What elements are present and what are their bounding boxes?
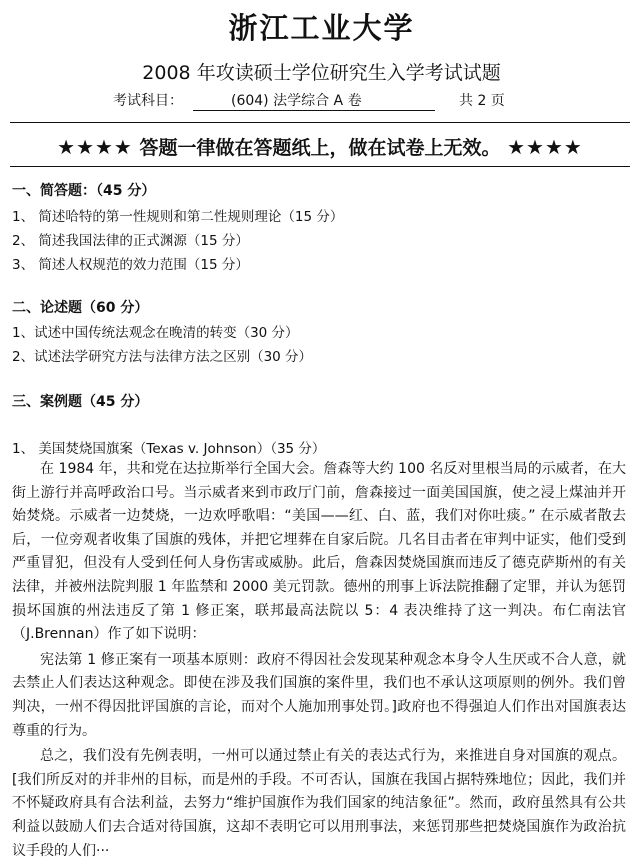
subject-label: 考试科目： [113,93,183,109]
question-item: 3、 简述人权规范的效力范围（15 分） [12,257,249,273]
question-item: 1、 美国焚烧国旗案（Texas v. Johnson）（35 分） [12,441,326,457]
answer-notice [10,133,630,160]
page-count: 共 2 页 [459,93,505,109]
section-heading: 二、论述题（60 分） [12,300,149,316]
case-paragraph: 总之，我们没有先例表明，一州可以通过禁止有关的表达式行为，来推进自身对国旗的观点。[我们所反对的并非州的目标，而是州的手段。不可否认，国旗在我国占据特殊地位；因此，我们并不怀疑政府具有合法利益，去努力“维护国旗作为我们国家的纯洁象征”。然而，政府虽然具有公共利益以鼓励人们去合适对待国旗，这却不表明它可以用刑事法，来惩罚那些把焚烧国旗作为政治抗议手段的人们··· [12,748,626,859]
star-icon-group-left: ★★★★ [57,135,133,159]
subject-value: (604) 法学综合 A 卷 [193,90,435,111]
question-item: 1、 简述哈特的第一性规则和第二性规则理论（15 分） [12,209,344,225]
exam-title: 2008 年攻读硕士学位研究生入学考试试题 [142,62,501,84]
case-text [12,458,626,863]
star-icon-group-right: ★★★★ [507,135,583,159]
question-item: 1、试述中国传统法观念在晚清的转变（30 分） [12,325,299,341]
university-name: 浙江工业大学 [228,11,415,45]
case-paragraph: 在 1984 年，共和党在达拉斯举行全国大会。詹森等大约 100 名反对里根当局的示威者，在大街上游行并高呼政治口号。当示威者来到市政厅门前，詹森接过一面美国国旗，使之浸上煤油并开始焚烧。示威者一边焚烧，一边欢呼歌唱：“美国——红、白、蓝，我们对你吐痰。” 在示威者散去后，一位旁观者收集了国旗的残体，并把它埋葬在自家后院。几名目击者在审判中证实，他们受到严重冒犯，但没有人受到任何人身伤害或威胁。此后，詹森因焚烧国旗而违反了德克萨斯州的有关法律，并被州法院判服 1 年监禁和 2000 美元罚款。德州的刑事上诉法院推翻了定罪，并认为惩罚损坏国旗的州法违反了第 1 修正案，联邦最高法院以 5：4 表决维持了这一判决。布仁南法官（J.Brennan）作了如下说明： [12,461,626,643]
notice-divider [10,166,630,167]
question-item: 2、 简述我国法律的正式渊源（15 分） [12,233,249,249]
section-heading: 三、案例题（45 分） [12,394,149,410]
subject-line [113,90,573,111]
section-heading: 一、简答题：（45 分） [12,183,156,199]
case-paragraph: 宪法第 1 修正案有一项基本原则：政府不得因社会发现某种观念本身令人生厌或不合人意，就去禁止人们表达这种观念。即使在涉及我们国旗的案件里，我们也不承认这项原则的例外。我们曾判决，一州不得因批评国旗的言论，而对个人施加刑事处罚。]政府也不得强迫人们作出对国旗表达尊重的行为。 [12,651,626,739]
notice-text: 答题一律做在答题纸上，做在试卷上无效。 [139,137,501,159]
top-divider [10,122,630,123]
question-item: 2、试述法学研究方法与法律方法之区别（30 分） [12,349,313,365]
